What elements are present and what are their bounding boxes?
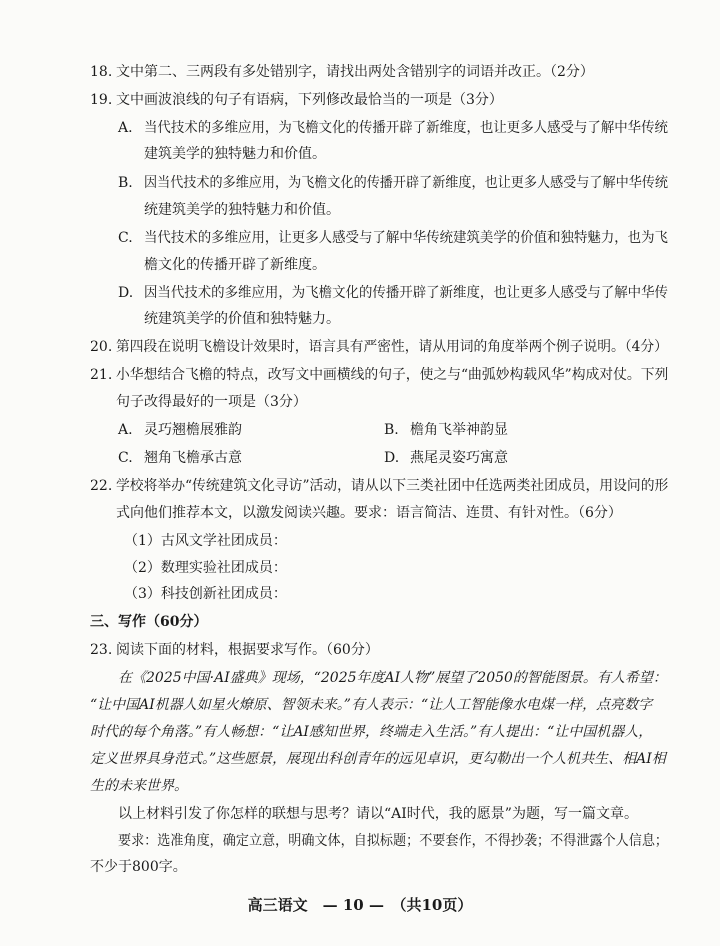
q23-material-line-2: “让中国AI机器人如星火燎原、智领未来。”有人表示：“让人工智能像水电煤一样，点亮数字 xyxy=(90,697,653,713)
q22-item-3: （3）科技创新社团成员： xyxy=(124,586,287,602)
q21-option-b-text: 檐角飞举神韵显 xyxy=(410,422,508,438)
q23-requirements-line1: 要求：选准角度，确定立意，明确文体，自拟标题；不要套作，不得抄袭；不得泄露个人信息； xyxy=(118,833,669,849)
page-footer: 高三语文 — 10 — （共10页） xyxy=(247,896,473,914)
q19-option-a-line1: 当代技术的多维应用，为飞檐文化的传播开辟了新维度，也让更多人感受与了解中华传统 xyxy=(144,120,668,136)
q20-text: 第四段在说明飞檐设计效果时，语言具有严密性，请从用词的角度举两个例子说明。（4分） xyxy=(116,339,668,355)
q21-option-a-text: 灵巧翘檐展雅韵 xyxy=(144,422,242,438)
q22-item-1: （1）古风文学社团成员： xyxy=(124,533,287,549)
q19-text: 文中画波浪线的句子有语病，下列修改最恰当的一项是（3分） xyxy=(116,92,503,108)
q23-material-line-1: 在《2025中国·AI盛典》现场，“2025年度AI人物”展望了2050的智能图景。有人希望： xyxy=(118,670,667,686)
q23-number: 23. xyxy=(90,642,113,658)
q21-option-c-label: C. xyxy=(118,450,133,466)
q21-option-d-text: 燕尾灵姿巧寓意 xyxy=(410,450,508,466)
q19-option-c-line2: 檐文化的传播开辟了新维度。 xyxy=(144,257,326,273)
section-writing-heading: 三、写作（60分） xyxy=(90,614,208,630)
q18-number: 18. xyxy=(90,64,113,80)
q22-item-2: （2）数理实验社团成员： xyxy=(124,560,287,576)
q19-number: 19. xyxy=(90,92,113,108)
q23-prompt: 以上材料引发了你怎样的联想与思考？请以“AI时代，我的愿景”为题，写一篇文章。 xyxy=(118,806,638,822)
q19-option-b-line2: 统建筑美学的独特魅力和价值。 xyxy=(144,202,340,218)
q19-option-a-line2: 建筑美学的独特魅力和价值。 xyxy=(144,146,326,162)
q21-option-c-text: 翘角飞檐承古意 xyxy=(144,450,242,466)
q21-option-a-label: A. xyxy=(118,422,133,438)
q19-option-d-label: D. xyxy=(118,285,134,301)
q19-option-b-label: B. xyxy=(118,175,133,191)
q22-number: 22. xyxy=(90,478,113,494)
q23-material-line-3: 时代的每个角落。”有人畅想：“让AI感知世界，终端走入生活。”有人提出：“让中国机器人， xyxy=(90,724,653,740)
q19-option-c-label: C. xyxy=(118,230,133,246)
q21-option-d-label: D. xyxy=(384,450,400,466)
q19-option-d-line2: 统建筑美学的价值和独特魅力。 xyxy=(144,311,340,327)
q22-line2: 式向他们推荐本文，以激发阅读兴趣。要求：语言简洁、连贯、有针对性。（6分） xyxy=(116,505,622,521)
q23-text: 阅读下面的材料，根据要求写作。（60分） xyxy=(116,642,379,658)
q22-line1: 学校将举办“传统建筑文化寻访”活动，请从以下三类社团中任选两类社团成员，用设问的形 xyxy=(116,478,669,494)
q19-option-c-line1: 当代技术的多维应用，让更多人感受与了解中华传统建筑美学的价值和独特魅力，也为飞 xyxy=(144,230,668,246)
q23-material-line-5: 生的未来世界。 xyxy=(90,778,188,794)
q21-line2: 句子改得最好的一项是（3分） xyxy=(116,394,307,410)
q18-text: 文中第二、三两段有多处错别字，请找出两处含错别字的词语并改正。（2分） xyxy=(116,64,594,80)
q21-option-b-label: B. xyxy=(384,422,399,438)
q23-requirements-line2: 不少于800字。 xyxy=(90,859,187,875)
q20-number: 20. xyxy=(90,339,113,355)
q21-line1: 小华想结合飞檐的特点，改写文中画横线的句子，使之与“曲弧妙构载风华”构成对仗。下列 xyxy=(116,367,669,383)
q23-material-line-4: 定义世界具身范式。”这些愿景，展现出科创青年的远见卓识，更勾勒出一个人机共生、相AI相 xyxy=(90,751,666,767)
q19-option-d-line1: 因当代技术的多维应用，为飞檐文化的传播开辟了新维度，也让更多人感受与了解中华传 xyxy=(144,285,668,301)
q19-option-a-label: A. xyxy=(118,120,133,136)
q21-number: 21. xyxy=(90,367,113,383)
q19-option-b-line1: 因当代技术的多维应用，为飞檐文化的传播开辟了新维度，也让更多人感受与了解中华传统 xyxy=(144,175,668,191)
